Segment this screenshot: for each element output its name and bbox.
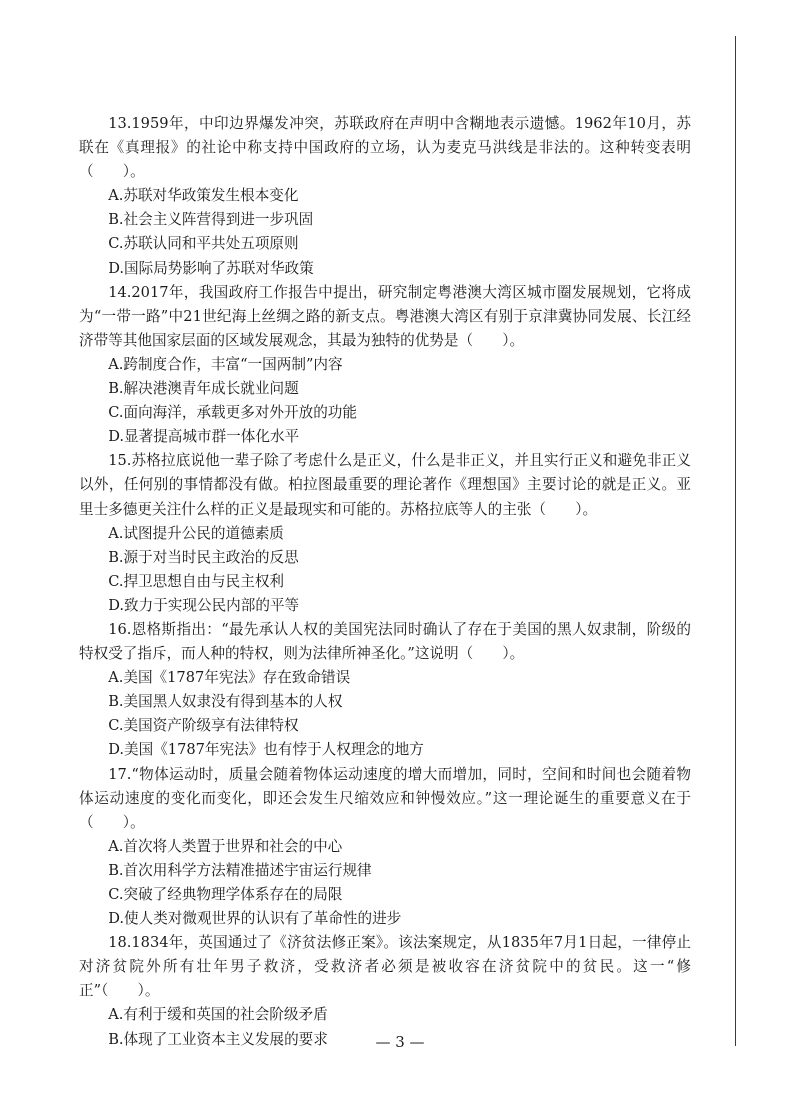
question-stem: 18.1834年，英国通过了《济贫法修正案》。该法案规定，从1835年7月1日起，一律停止对济贫院外所有壮年男子救济，受救济者必须是被收容在济贫院中的贫民。这一“修正”（ ）。 (79, 934, 691, 1000)
option-b: B.美国黑人奴隶没有得到基本的人权 (108, 693, 343, 711)
question-stem: 15.苏格拉底说他一辈子除了考虑什么是正义，什么是非正义，并且实行正义和避免非正义以外，任何别的事情都没有做。柏拉图最重要的理论著作《理想国》主要讨论的就是正义。亚里士多德更关注什么样的正义是最现实和可能的。苏格拉底等人的主张（ ）。 (79, 452, 691, 518)
page-edge-line (735, 36, 736, 1046)
page-number: — 3 — (375, 1033, 425, 1051)
option-d: D.国际局势影响了苏联对华政策 (108, 259, 314, 277)
option-d: D.使人类对微观世界的认识有了革命性的进步 (108, 910, 402, 928)
question-stem: 14.2017年，我国政府工作报告中提出，研究制定粤港澳大湾区城市圈发展规划，它将成为“一带一路”中21世纪海上丝绸之路的新支点。粤港澳大湾区有别于京津冀协同发展、长江经济带等其他国家层面的区域发展观念，其最为独特的优势是（ ）。 (79, 283, 691, 349)
option-c: C.捍卫思想自由与民主权利 (108, 572, 285, 590)
question-14 (79, 281, 691, 450)
option-a: A.美国《1787年宪法》存在致命错误 (108, 669, 351, 687)
option-d: D.致力于实现公民内部的平等 (108, 596, 300, 614)
question-17 (79, 763, 691, 932)
question-list (79, 112, 691, 1052)
option-a: A.苏联对华政策发生根本变化 (108, 187, 299, 205)
option-c: C.面向海洋，承载更多对外开放的功能 (108, 404, 357, 422)
option-b: B.源于对当时民主政治的反思 (108, 548, 299, 566)
option-a: A.试图提升公民的道德素质 (108, 524, 284, 542)
option-a: A.有利于缓和英国的社会阶级矛盾 (108, 1006, 328, 1024)
question-stem: 17.“物体运动时，质量会随着物体运动速度的增大而增加，同时，空间和时间也会随着物体运动速度的变化而变化，即还会发生尺缩效应和钟慢效应。”这一理论诞生的重要意义在于（ ）。 (79, 765, 691, 831)
question-15 (79, 449, 691, 618)
option-a: A.跨制度合作，丰富“一国两制”内容 (108, 355, 343, 373)
option-a: A.首次将人类置于世界和社会的中心 (108, 837, 343, 855)
option-c: C.突破了经典物理学体系存在的局限 (108, 886, 343, 903)
option-d: D.美国《1787年宪法》也有悖于人权理念的地方 (108, 741, 424, 759)
question-13 (79, 112, 691, 281)
option-b: B.体现了工业资本主义发展的要求 (108, 1030, 328, 1048)
option-b: B.社会主义阵营得到进一步巩固 (108, 211, 314, 229)
question-stem: 13.1959年，中印边界爆发冲突，苏联政府在声明中含糊地表示遗憾。1962年10月，苏联在《真理报》的社论中称支持中国政府的立场，认为麦克马洪线是非法的。这种转变表明（ ）。 (79, 115, 691, 181)
option-d: D.显著提高城市群一体化水平 (108, 428, 300, 446)
option-b: B.首次用科学方法精准描述宇宙运行规律 (108, 861, 372, 879)
question-16 (79, 618, 691, 763)
option-b: B.解决港澳青年成长就业问题 (108, 380, 299, 398)
option-c: C.美国资产阶级享有法律特权 (108, 717, 299, 735)
option-c: C.苏联认同和平共处五项原则 (108, 235, 299, 253)
question-stem: 16.恩格斯指出：“最先承认人权的美国宪法同时确认了存在于美国的黑人奴隶制，阶级的特权受了指斥，而人种的特权，则为法律所神圣化。”这说明（ ）。 (79, 620, 691, 663)
